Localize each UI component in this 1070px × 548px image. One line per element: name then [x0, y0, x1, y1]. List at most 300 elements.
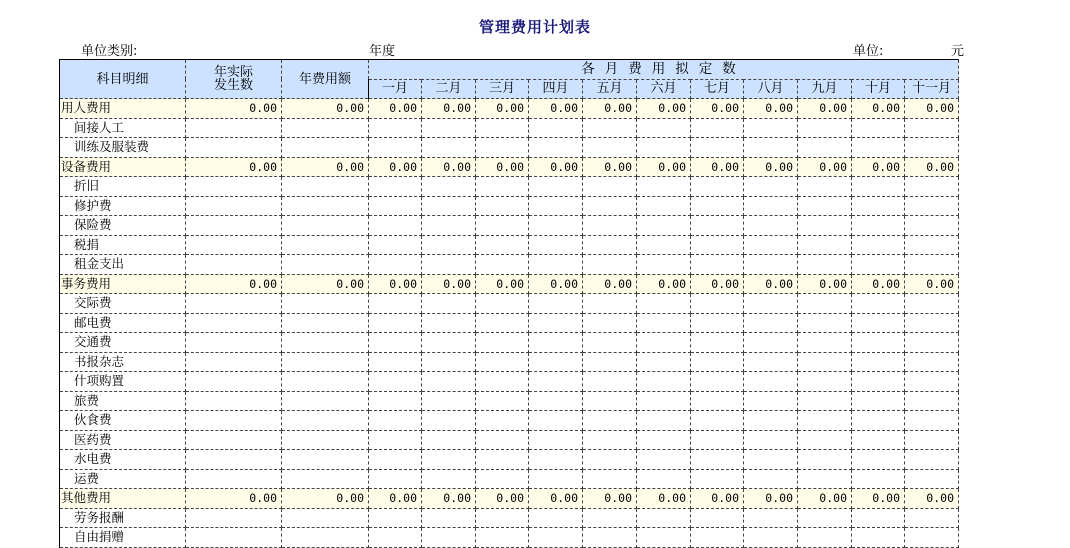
input-cell[interactable] — [691, 138, 744, 158]
input-cell[interactable] — [637, 138, 691, 158]
item-label-cell[interactable]: 训练及服装费 — [60, 138, 186, 158]
item-label-cell[interactable]: 伙食费 — [60, 411, 186, 431]
input-cell[interactable] — [583, 216, 637, 236]
input-cell[interactable] — [369, 469, 422, 489]
input-cell[interactable] — [422, 450, 476, 470]
input-cell[interactable] — [905, 177, 959, 197]
item-label-cell[interactable]: 水电费 — [60, 450, 186, 470]
input-cell[interactable] — [691, 508, 744, 528]
input-cell[interactable] — [422, 216, 476, 236]
input-cell[interactable] — [852, 508, 905, 528]
input-cell[interactable] — [186, 352, 282, 372]
input-cell[interactable] — [637, 313, 691, 333]
header-month[interactable]: 四月 — [529, 79, 583, 99]
value-cell[interactable]: 0.00 — [691, 274, 744, 294]
item-label-cell[interactable]: 邮电费 — [60, 313, 186, 333]
input-cell[interactable] — [798, 391, 852, 411]
input-cell[interactable] — [637, 118, 691, 138]
input-cell[interactable] — [529, 138, 583, 158]
value-cell[interactable]: 0.00 — [905, 274, 959, 294]
input-cell[interactable] — [282, 528, 369, 548]
category-label-cell[interactable]: 事务费用 — [60, 274, 186, 294]
input-cell[interactable] — [369, 528, 422, 548]
input-cell[interactable] — [691, 372, 744, 392]
input-cell[interactable] — [905, 372, 959, 392]
input-cell[interactable] — [798, 450, 852, 470]
input-cell[interactable] — [476, 138, 529, 158]
value-cell[interactable]: 0.00 — [422, 274, 476, 294]
input-cell[interactable] — [852, 450, 905, 470]
input-cell[interactable] — [583, 118, 637, 138]
input-cell[interactable] — [186, 372, 282, 392]
input-cell[interactable] — [476, 391, 529, 411]
input-cell[interactable] — [905, 196, 959, 216]
input-cell[interactable] — [852, 118, 905, 138]
input-cell[interactable] — [282, 411, 369, 431]
value-cell[interactable]: 0.00 — [476, 274, 529, 294]
input-cell[interactable] — [637, 216, 691, 236]
input-cell[interactable] — [282, 235, 369, 255]
input-cell[interactable] — [282, 430, 369, 450]
input-cell[interactable] — [476, 352, 529, 372]
input-cell[interactable] — [744, 391, 798, 411]
input-cell[interactable] — [422, 235, 476, 255]
input-cell[interactable] — [476, 469, 529, 489]
value-cell[interactable]: 0.00 — [282, 157, 369, 177]
input-cell[interactable] — [905, 216, 959, 236]
input-cell[interactable] — [529, 469, 583, 489]
input-cell[interactable] — [282, 216, 369, 236]
value-cell[interactable]: 0.00 — [637, 99, 691, 119]
value-cell[interactable]: 0.00 — [476, 157, 529, 177]
item-label-cell[interactable]: 税捐 — [60, 235, 186, 255]
input-cell[interactable] — [186, 333, 282, 353]
input-cell[interactable] — [422, 508, 476, 528]
input-cell[interactable] — [583, 313, 637, 333]
value-cell[interactable]: 0.00 — [905, 157, 959, 177]
input-cell[interactable] — [369, 294, 422, 314]
input-cell[interactable] — [852, 372, 905, 392]
input-cell[interactable] — [691, 352, 744, 372]
input-cell[interactable] — [637, 235, 691, 255]
input-cell[interactable] — [529, 118, 583, 138]
value-cell[interactable]: 0.00 — [691, 157, 744, 177]
value-cell[interactable]: 0.00 — [422, 99, 476, 119]
input-cell[interactable] — [637, 469, 691, 489]
input-cell[interactable] — [691, 216, 744, 236]
header-month[interactable]: 八月 — [744, 79, 798, 99]
input-cell[interactable] — [186, 138, 282, 158]
header-month[interactable]: 二月 — [422, 79, 476, 99]
input-cell[interactable] — [186, 391, 282, 411]
input-cell[interactable] — [369, 352, 422, 372]
input-cell[interactable] — [852, 255, 905, 275]
input-cell[interactable] — [422, 294, 476, 314]
input-cell[interactable] — [798, 235, 852, 255]
input-cell[interactable] — [905, 333, 959, 353]
value-cell[interactable]: 0.00 — [583, 99, 637, 119]
input-cell[interactable] — [422, 372, 476, 392]
value-cell[interactable]: 0.00 — [186, 157, 282, 177]
input-cell[interactable] — [186, 177, 282, 197]
input-cell[interactable] — [798, 430, 852, 450]
header-month[interactable]: 十月 — [852, 79, 905, 99]
item-label-cell[interactable]: 折旧 — [60, 177, 186, 197]
input-cell[interactable] — [186, 235, 282, 255]
value-cell[interactable]: 0.00 — [744, 489, 798, 509]
category-label-cell[interactable]: 其他费用 — [60, 489, 186, 509]
input-cell[interactable] — [529, 255, 583, 275]
input-cell[interactable] — [637, 391, 691, 411]
input-cell[interactable] — [905, 294, 959, 314]
input-cell[interactable] — [691, 313, 744, 333]
input-cell[interactable] — [422, 255, 476, 275]
input-cell[interactable] — [637, 528, 691, 548]
value-cell[interactable]: 0.00 — [583, 489, 637, 509]
input-cell[interactable] — [852, 216, 905, 236]
input-cell[interactable] — [852, 430, 905, 450]
input-cell[interactable] — [476, 372, 529, 392]
input-cell[interactable] — [583, 177, 637, 197]
input-cell[interactable] — [476, 294, 529, 314]
input-cell[interactable] — [282, 469, 369, 489]
input-cell[interactable] — [744, 469, 798, 489]
input-cell[interactable] — [476, 508, 529, 528]
input-cell[interactable] — [583, 138, 637, 158]
input-cell[interactable] — [476, 216, 529, 236]
value-cell[interactable]: 0.00 — [186, 489, 282, 509]
input-cell[interactable] — [798, 313, 852, 333]
item-label-cell[interactable]: 保险费 — [60, 216, 186, 236]
input-cell[interactable] — [369, 138, 422, 158]
item-label-cell[interactable]: 交际费 — [60, 294, 186, 314]
input-cell[interactable] — [529, 352, 583, 372]
input-cell[interactable] — [852, 469, 905, 489]
input-cell[interactable] — [637, 430, 691, 450]
input-cell[interactable] — [422, 333, 476, 353]
input-cell[interactable] — [476, 118, 529, 138]
input-cell[interactable] — [852, 333, 905, 353]
value-cell[interactable]: 0.00 — [529, 157, 583, 177]
input-cell[interactable] — [583, 469, 637, 489]
input-cell[interactable] — [476, 177, 529, 197]
input-cell[interactable] — [282, 294, 369, 314]
input-cell[interactable] — [852, 391, 905, 411]
input-cell[interactable] — [691, 118, 744, 138]
input-cell[interactable] — [529, 216, 583, 236]
input-cell[interactable] — [476, 235, 529, 255]
input-cell[interactable] — [583, 508, 637, 528]
input-cell[interactable] — [852, 352, 905, 372]
category-label-cell[interactable]: 设备费用 — [60, 157, 186, 177]
input-cell[interactable] — [369, 391, 422, 411]
input-cell[interactable] — [637, 196, 691, 216]
input-cell[interactable] — [744, 333, 798, 353]
value-cell[interactable]: 0.00 — [186, 274, 282, 294]
input-cell[interactable] — [905, 469, 959, 489]
input-cell[interactable] — [282, 177, 369, 197]
input-cell[interactable] — [476, 333, 529, 353]
input-cell[interactable] — [583, 333, 637, 353]
input-cell[interactable] — [369, 450, 422, 470]
input-cell[interactable] — [691, 411, 744, 431]
item-label-cell[interactable]: 医药费 — [60, 430, 186, 450]
input-cell[interactable] — [744, 196, 798, 216]
input-cell[interactable] — [691, 294, 744, 314]
input-cell[interactable] — [186, 411, 282, 431]
input-cell[interactable] — [282, 352, 369, 372]
input-cell[interactable] — [529, 196, 583, 216]
value-cell[interactable]: 0.00 — [476, 99, 529, 119]
item-label-cell[interactable]: 修护费 — [60, 196, 186, 216]
input-cell[interactable] — [476, 430, 529, 450]
input-cell[interactable] — [744, 216, 798, 236]
header-month[interactable]: 十一月 — [905, 79, 959, 99]
input-cell[interactable] — [744, 235, 798, 255]
value-cell[interactable]: 0.00 — [852, 489, 905, 509]
input-cell[interactable] — [905, 528, 959, 548]
input-cell[interactable] — [905, 450, 959, 470]
input-cell[interactable] — [744, 138, 798, 158]
input-cell[interactable] — [637, 255, 691, 275]
input-cell[interactable] — [583, 528, 637, 548]
item-label-cell[interactable]: 什项购置 — [60, 372, 186, 392]
input-cell[interactable] — [369, 508, 422, 528]
input-cell[interactable] — [369, 255, 422, 275]
input-cell[interactable] — [186, 196, 282, 216]
input-cell[interactable] — [691, 528, 744, 548]
input-cell[interactable] — [529, 333, 583, 353]
value-cell[interactable]: 0.00 — [852, 99, 905, 119]
input-cell[interactable] — [852, 196, 905, 216]
input-cell[interactable] — [744, 450, 798, 470]
item-label-cell[interactable]: 劳务报酬 — [60, 508, 186, 528]
input-cell[interactable] — [637, 333, 691, 353]
input-cell[interactable] — [529, 313, 583, 333]
input-cell[interactable] — [369, 372, 422, 392]
value-cell[interactable]: 0.00 — [905, 489, 959, 509]
input-cell[interactable] — [186, 118, 282, 138]
item-label-cell[interactable]: 运费 — [60, 469, 186, 489]
item-label-cell[interactable]: 旅费 — [60, 391, 186, 411]
value-cell[interactable]: 0.00 — [369, 157, 422, 177]
input-cell[interactable] — [798, 177, 852, 197]
input-cell[interactable] — [744, 430, 798, 450]
value-cell[interactable]: 0.00 — [691, 489, 744, 509]
item-label-cell[interactable]: 书报杂志 — [60, 352, 186, 372]
value-cell[interactable]: 0.00 — [282, 489, 369, 509]
header-month[interactable]: 三月 — [476, 79, 529, 99]
input-cell[interactable] — [691, 177, 744, 197]
input-cell[interactable] — [186, 528, 282, 548]
input-cell[interactable] — [529, 294, 583, 314]
input-cell[interactable] — [798, 196, 852, 216]
input-cell[interactable] — [529, 235, 583, 255]
input-cell[interactable] — [905, 255, 959, 275]
input-cell[interactable] — [798, 352, 852, 372]
item-label-cell[interactable]: 间接人工 — [60, 118, 186, 138]
input-cell[interactable] — [798, 528, 852, 548]
input-cell[interactable] — [905, 313, 959, 333]
input-cell[interactable] — [529, 411, 583, 431]
input-cell[interactable] — [583, 196, 637, 216]
input-cell[interactable] — [529, 450, 583, 470]
input-cell[interactable] — [369, 196, 422, 216]
value-cell[interactable]: 0.00 — [798, 157, 852, 177]
input-cell[interactable] — [186, 255, 282, 275]
input-cell[interactable] — [529, 391, 583, 411]
input-cell[interactable] — [798, 294, 852, 314]
input-cell[interactable] — [282, 333, 369, 353]
input-cell[interactable] — [583, 450, 637, 470]
input-cell[interactable] — [476, 528, 529, 548]
input-cell[interactable] — [798, 411, 852, 431]
value-cell[interactable]: 0.00 — [529, 274, 583, 294]
value-cell[interactable]: 0.00 — [583, 274, 637, 294]
input-cell[interactable] — [744, 372, 798, 392]
input-cell[interactable] — [529, 528, 583, 548]
input-cell[interactable] — [282, 372, 369, 392]
input-cell[interactable] — [529, 177, 583, 197]
input-cell[interactable] — [852, 411, 905, 431]
input-cell[interactable] — [529, 372, 583, 392]
value-cell[interactable]: 0.00 — [282, 274, 369, 294]
input-cell[interactable] — [422, 528, 476, 548]
input-cell[interactable] — [422, 138, 476, 158]
input-cell[interactable] — [282, 450, 369, 470]
value-cell[interactable]: 0.00 — [422, 489, 476, 509]
input-cell[interactable] — [798, 469, 852, 489]
input-cell[interactable] — [691, 235, 744, 255]
header-month[interactable]: 六月 — [637, 79, 691, 99]
input-cell[interactable] — [637, 177, 691, 197]
item-label-cell[interactable]: 交通费 — [60, 333, 186, 353]
input-cell[interactable] — [422, 411, 476, 431]
input-cell[interactable] — [583, 235, 637, 255]
item-label-cell[interactable]: 自由捐赠 — [60, 528, 186, 548]
input-cell[interactable] — [369, 430, 422, 450]
input-cell[interactable] — [282, 138, 369, 158]
input-cell[interactable] — [637, 294, 691, 314]
input-cell[interactable] — [691, 450, 744, 470]
input-cell[interactable] — [186, 216, 282, 236]
value-cell[interactable]: 0.00 — [744, 157, 798, 177]
input-cell[interactable] — [186, 469, 282, 489]
input-cell[interactable] — [369, 313, 422, 333]
input-cell[interactable] — [186, 294, 282, 314]
input-cell[interactable] — [905, 138, 959, 158]
input-cell[interactable] — [905, 430, 959, 450]
input-cell[interactable] — [369, 177, 422, 197]
input-cell[interactable] — [905, 508, 959, 528]
input-cell[interactable] — [476, 450, 529, 470]
input-cell[interactable] — [905, 118, 959, 138]
input-cell[interactable] — [186, 313, 282, 333]
value-cell[interactable]: 0.00 — [529, 99, 583, 119]
input-cell[interactable] — [422, 196, 476, 216]
value-cell[interactable]: 0.00 — [282, 99, 369, 119]
input-cell[interactable] — [422, 352, 476, 372]
input-cell[interactable] — [691, 196, 744, 216]
input-cell[interactable] — [798, 118, 852, 138]
input-cell[interactable] — [476, 411, 529, 431]
value-cell[interactable]: 0.00 — [369, 274, 422, 294]
input-cell[interactable] — [282, 196, 369, 216]
input-cell[interactable] — [282, 313, 369, 333]
value-cell[interactable]: 0.00 — [583, 157, 637, 177]
input-cell[interactable] — [637, 352, 691, 372]
input-cell[interactable] — [691, 391, 744, 411]
header-month[interactable]: 一月 — [369, 79, 422, 99]
input-cell[interactable] — [691, 430, 744, 450]
input-cell[interactable] — [583, 430, 637, 450]
value-cell[interactable]: 0.00 — [744, 274, 798, 294]
input-cell[interactable] — [529, 508, 583, 528]
input-cell[interactable] — [744, 313, 798, 333]
header-annual-amount[interactable]: 年费用额 — [282, 60, 369, 99]
input-cell[interactable] — [186, 430, 282, 450]
header-month[interactable]: 五月 — [583, 79, 637, 99]
value-cell[interactable]: 0.00 — [852, 157, 905, 177]
input-cell[interactable] — [852, 235, 905, 255]
input-cell[interactable] — [798, 372, 852, 392]
value-cell[interactable]: 0.00 — [798, 99, 852, 119]
input-cell[interactable] — [583, 294, 637, 314]
input-cell[interactable] — [744, 508, 798, 528]
input-cell[interactable] — [369, 333, 422, 353]
input-cell[interactable] — [798, 216, 852, 236]
input-cell[interactable] — [744, 255, 798, 275]
input-cell[interactable] — [422, 118, 476, 138]
input-cell[interactable] — [905, 352, 959, 372]
input-cell[interactable] — [282, 118, 369, 138]
value-cell[interactable]: 0.00 — [476, 489, 529, 509]
value-cell[interactable]: 0.00 — [744, 99, 798, 119]
input-cell[interactable] — [905, 235, 959, 255]
value-cell[interactable]: 0.00 — [369, 489, 422, 509]
input-cell[interactable] — [583, 255, 637, 275]
input-cell[interactable] — [422, 469, 476, 489]
input-cell[interactable] — [282, 508, 369, 528]
value-cell[interactable]: 0.00 — [852, 274, 905, 294]
value-cell[interactable]: 0.00 — [798, 489, 852, 509]
input-cell[interactable] — [369, 411, 422, 431]
input-cell[interactable] — [476, 196, 529, 216]
input-cell[interactable] — [798, 508, 852, 528]
header-subject[interactable]: 科目明细 — [60, 60, 186, 99]
input-cell[interactable] — [905, 391, 959, 411]
input-cell[interactable] — [798, 333, 852, 353]
value-cell[interactable]: 0.00 — [637, 489, 691, 509]
value-cell[interactable]: 0.00 — [798, 274, 852, 294]
input-cell[interactable] — [691, 255, 744, 275]
input-cell[interactable] — [744, 118, 798, 138]
input-cell[interactable] — [744, 352, 798, 372]
input-cell[interactable] — [852, 294, 905, 314]
input-cell[interactable] — [186, 508, 282, 528]
input-cell[interactable] — [583, 352, 637, 372]
input-cell[interactable] — [583, 391, 637, 411]
header-monthly-group[interactable]: 各月费用拟定数 — [369, 60, 959, 80]
input-cell[interactable] — [282, 255, 369, 275]
input-cell[interactable] — [744, 528, 798, 548]
input-cell[interactable] — [637, 411, 691, 431]
input-cell[interactable] — [583, 372, 637, 392]
input-cell[interactable] — [422, 313, 476, 333]
input-cell[interactable] — [852, 528, 905, 548]
header-month[interactable]: 九月 — [798, 79, 852, 99]
header-month[interactable]: 七月 — [691, 79, 744, 99]
